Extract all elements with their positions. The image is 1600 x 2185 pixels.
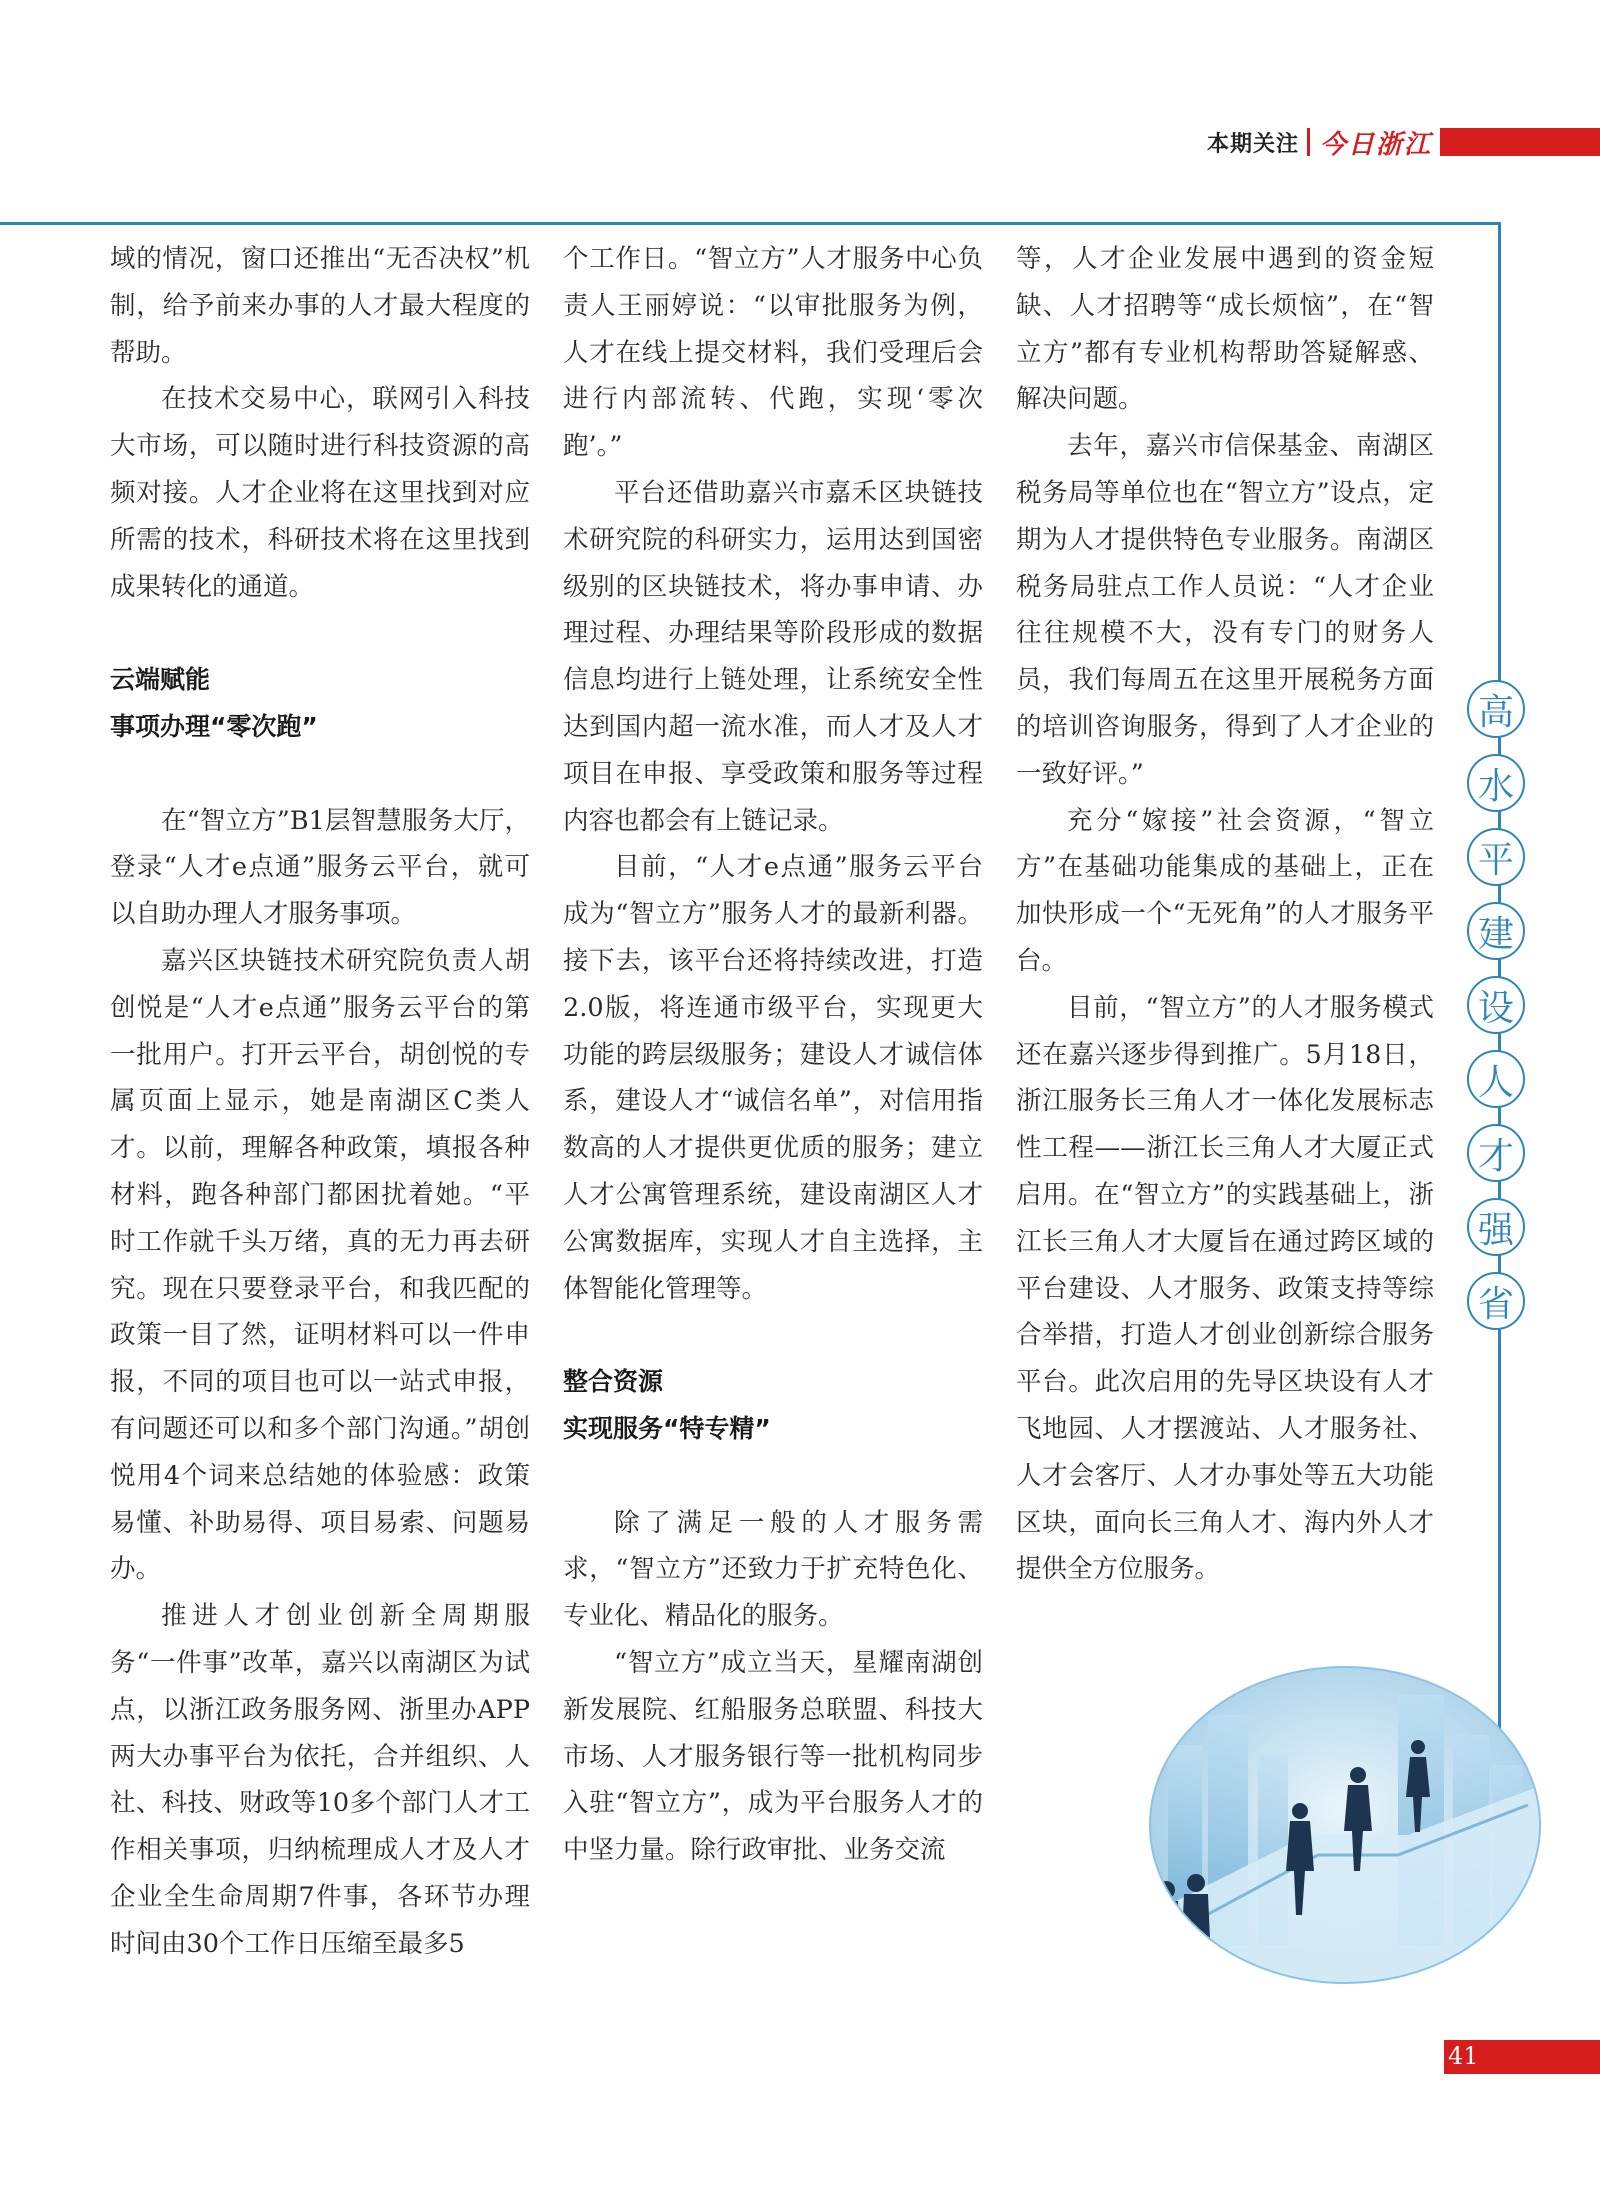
vertical-title [1467, 680, 1529, 1346]
section-label: 本期关注 [1206, 131, 1299, 157]
section-heading: 整合资源 [563, 1367, 664, 1397]
header-divider [1307, 128, 1310, 156]
section-subheading: 实现服务“特专精” [563, 1413, 771, 1443]
column-1 [110, 236, 530, 1967]
paragraph: 在“智立方”B1层智慧服务大厅，登录“人才e点通”服务云平台，就可以自助办理人才服务事项。 [110, 805, 530, 930]
title-char: 高 [1467, 680, 1525, 738]
header-red-bar [1440, 128, 1600, 156]
title-char: 建 [1467, 902, 1525, 960]
magazine-logo: 今日浙江 [1319, 129, 1432, 160]
page-number: 41 [1448, 2042, 1479, 2070]
title-char: 设 [1467, 976, 1525, 1034]
paragraph: “智立方”成立当天，星耀南湖创新发展院、红船服务总联盟、科技大市场、人才服务银行等一批机构同步入驻“智立方”，成为平台服务人才的中坚力量。除行政审批、业务交流 [563, 1647, 983, 1866]
title-char: 才 [1467, 1124, 1525, 1182]
paragraph: 等，人才企业发展中遇到的资金短缺、人才招聘等“成长烦恼”，在“智立方”都有专业机构帮助答疑解惑、解决问题。 [1016, 244, 1434, 415]
paragraph: 个工作日。“智立方”人才服务中心负责人王丽婷说：“以审批服务为例，人才在线上提交材料，我们受理后会进行内部流转、代跑，实现‘零次跑’。” [563, 244, 983, 462]
section-subheading: 事项办理“零次跑” [110, 711, 318, 741]
paragraph: 目前，“智立方”的人才服务模式还在嘉兴逐步得到推广。5月18日，浙江服务长三角人才一体化发展标志性工程——浙江长三角人才大厦正式启用。在“智立方”的实践基础上，浙江长三角人才大厦旨在通过跨区域的平台建设、人才服务、政策支持等综合举措，打造人才创业创新综合服务平台。此次启用的先导区块设有人才飞地园、人才摆渡站、人才服务社、人才会客厅、人才办事处等五大功能区块，面向长三角人才、海内外人才提供全方位服务。 [1016, 992, 1434, 1585]
title-char: 水 [1467, 754, 1525, 812]
title-char: 人 [1467, 1050, 1525, 1108]
paragraph: 在技术交易中心，联网引入科技大市场，可以随时进行科技资源的高频对接。人才企业将在这里找到对应所需的技术，科研技术将在这里找到成果转化的通道。 [110, 384, 530, 602]
title-char: 省 [1467, 1272, 1525, 1330]
frame-top-line [0, 222, 1500, 225]
title-char: 强 [1467, 1198, 1525, 1256]
paragraph: 去年，嘉兴市信保基金、南湖区税务局等单位也在“智立方”设点，定期为人才提供特色专业服务。南湖区税务局驻点工作人员说：“人才企业往往规模不大，没有专门的财务人员，我们每周五在这里开展税务方面的培训咨询服务，得到了人才企业的一致好评。” [1016, 431, 1434, 789]
column-3 [1016, 236, 1434, 1593]
paragraph: 推进人才创业创新全周期服务“一件事”改革，嘉兴以南湖区为试点，以浙江政务服务网、浙里办APP两大办事平台为依托，合并组织、人社、科技、财政等10多个部门人才工作相关事项，归纳梳理成人才及人才企业全生命周期7件事，各环节办理时间由30个工作日压缩至最多5 [110, 1601, 530, 1959]
paragraph: 平台还借助嘉兴市嘉禾区块链技术研究院的科研实力，运用达到国密级别的区块链技术，将办事申请、办理过程、办理结果等阶段形成的数据信息均进行上链处理，让系统安全性达到国内超一流水准，而人才及人才项目在申报、享受政策和服务等过程内容也都会有上链记录。 [563, 477, 983, 836]
paragraph: 嘉兴区块链技术研究院负责人胡创悦是“人才e点通”服务云平台的第一批用户。打开云平台，胡创悦的专属页面上显示，她是南湖区C类人才。以前，理解各种政策，填报各种材料，跑各种部门都困扰着她。“平时工作就千头万绪，真的无力再去研究。现在只要登录平台，和我匹配的政策一目了然，证明材料可以一件申报，不同的项目也可以一站式申报，有问题还可以和多个部门沟通。”胡创悦用4个词来总结她的体验感：政策易懂、补助易得、项目易索、问题易办。 [110, 945, 530, 1585]
title-char: 平 [1467, 828, 1525, 886]
column-2 [563, 236, 983, 1874]
section-heading: 云端赋能 [110, 665, 211, 695]
page-header [1207, 124, 1600, 160]
business-people-illustration [1148, 1665, 1543, 1985]
paragraph: 除了满足一般的人才服务需求，“智立方”还致力于扩充特色化、专业化、精品化的服务。 [563, 1507, 983, 1632]
paragraph: 目前，“人才e点通”服务云平台成为“智立方”服务人才的最新利器。接下去，该平台还将持续改进，打造2.0版，将连通市级平台，实现更大功能的跨层级服务；建设人才诚信体系，建设人才“诚信名单”，对信用指数高的人才提供更优质的服务；建立人才公寓管理系统，建设南湖区人才公寓数据库，实现人才自主选择，主体智能化管理等。 [563, 852, 983, 1304]
paragraph: 域的情况，窗口还推出“无否决权”机制，给予前来办事的人才最大程度的帮助。 [110, 244, 530, 368]
paragraph: 充分“嫁接”社会资源，“智立方”在基础功能集成的基础上，正在加快形成一个“无死角”的人才服务平台。 [1016, 805, 1434, 976]
